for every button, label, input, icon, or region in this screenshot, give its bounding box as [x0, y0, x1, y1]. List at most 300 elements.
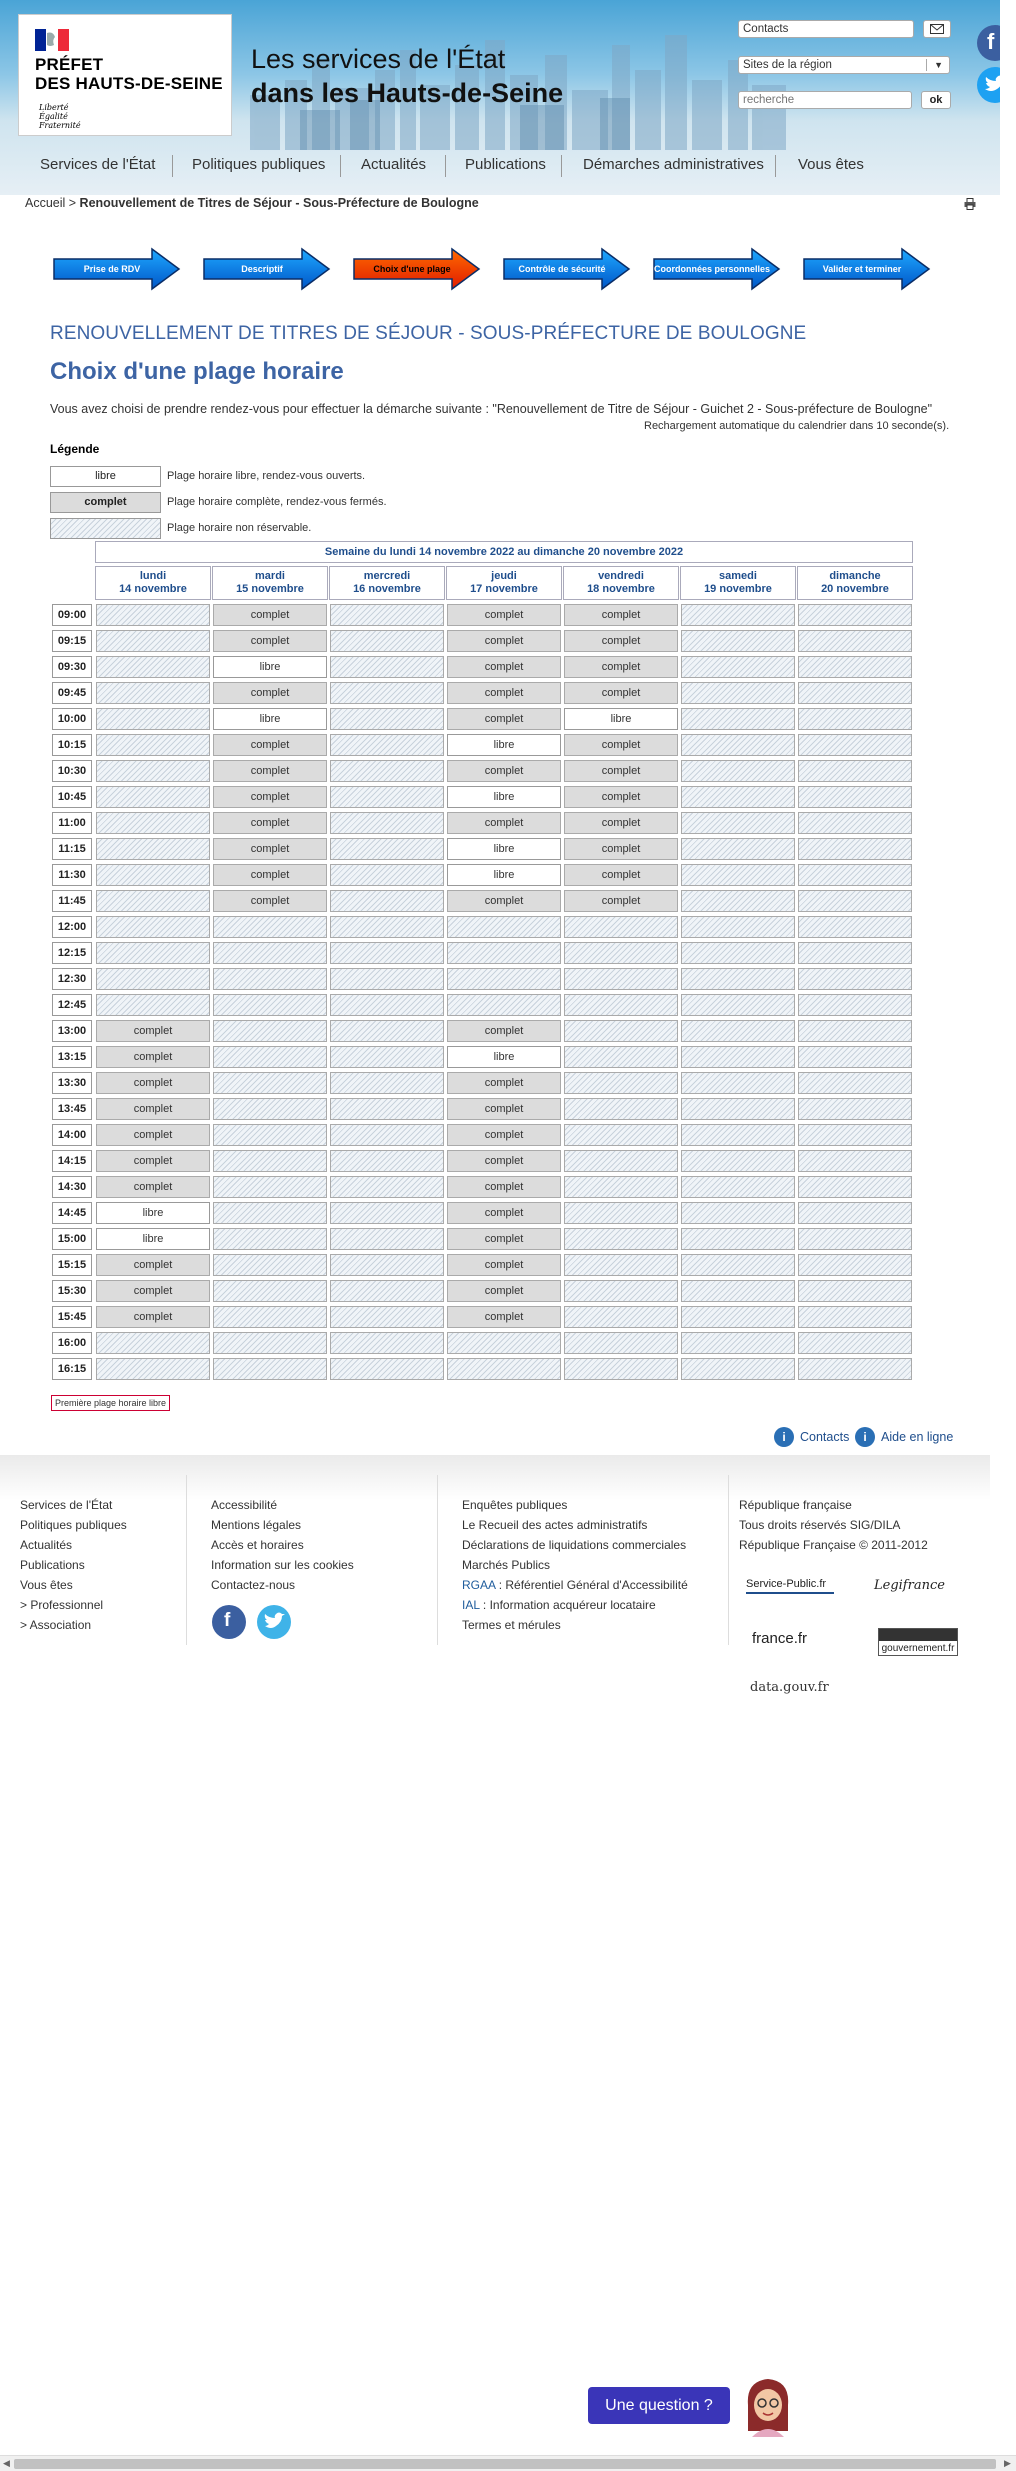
slot-unavailable	[681, 1176, 795, 1198]
breadcrumb	[25, 196, 479, 210]
slot-free[interactable]: libre	[213, 708, 327, 730]
footer-link[interactable]: Contactez-nous	[211, 1578, 296, 1592]
slot-unavailable	[798, 1202, 912, 1224]
scrollbar-thumb[interactable]	[14, 2459, 996, 2469]
slot-full: complet	[447, 760, 561, 782]
day-date: 14 novembre	[119, 583, 187, 595]
slot-unavailable	[564, 994, 678, 1016]
ial-text: : Information acquéreur locataire	[479, 1598, 656, 1612]
slot-free[interactable]: libre	[96, 1228, 210, 1250]
horizontal-scrollbar[interactable]	[0, 2455, 1016, 2471]
twitter-bird-icon	[977, 67, 1000, 103]
slot-unavailable	[330, 1098, 444, 1120]
devise	[39, 103, 81, 130]
nav-separator	[340, 155, 341, 177]
footer-link[interactable]: Accès et horaires	[211, 1538, 304, 1552]
slot-full: complet	[447, 682, 561, 704]
breadcrumb-current: Renouvellement de Titres de Séjour - Sous-Préfecture de Boulogne	[79, 196, 479, 210]
slot-unavailable	[213, 1020, 327, 1042]
footer-text: République française	[739, 1498, 852, 1512]
footer-col-rights	[739, 1495, 928, 1555]
slot-full: complet	[447, 1228, 561, 1250]
slot-unavailable	[681, 708, 795, 730]
slot-unavailable	[564, 1306, 678, 1328]
slot-unavailable	[447, 968, 561, 990]
slot-unavailable	[330, 1150, 444, 1172]
nav-services-etat[interactable]: Services de l'État	[40, 156, 156, 173]
footer-link[interactable]: Termes et mérules	[462, 1618, 561, 1632]
slot-unavailable	[330, 630, 444, 652]
slot-unavailable	[447, 916, 561, 938]
legend-unavailable-desc: Plage horaire non réservable.	[167, 522, 312, 534]
step-4	[502, 245, 632, 293]
time-label: 11:15	[52, 838, 92, 860]
first-free-slot-button[interactable]: Première plage horaire libre	[51, 1395, 170, 1411]
slot-full: complet	[213, 630, 327, 652]
time-label: 12:00	[52, 916, 92, 938]
footer-link[interactable]: > Association	[20, 1618, 92, 1632]
step-label: Prise de RDV	[83, 264, 141, 274]
slot-unavailable	[330, 786, 444, 808]
partner-gouvernement[interactable]: gouvernement.fr	[878, 1628, 958, 1656]
legend-title: Légende	[50, 442, 100, 456]
partner-label: Service-Public.fr	[746, 1578, 827, 1590]
slot-unavailable	[96, 968, 210, 990]
twitter-bird-icon	[257, 1605, 291, 1639]
step-label: Coordonnées personnelles	[653, 264, 771, 274]
slot-full: complet	[447, 604, 561, 626]
step-label: Descriptif	[241, 264, 283, 274]
day-header-vendredi	[563, 566, 679, 600]
slot-full: complet	[213, 760, 327, 782]
slot-free[interactable]: libre	[447, 786, 561, 808]
footer-link-ial[interactable]	[462, 1595, 688, 1615]
day-header-lundi	[95, 566, 211, 600]
slot-free[interactable]: libre	[447, 838, 561, 860]
slot-full: complet	[447, 708, 561, 730]
slot-unavailable	[213, 968, 327, 990]
day-name: samedi	[719, 570, 757, 582]
legend-free-box: libre	[50, 466, 161, 487]
day-header-mardi	[212, 566, 328, 600]
slot-unavailable	[330, 942, 444, 964]
slot-full: complet	[447, 1124, 561, 1146]
slot-full: complet	[564, 760, 678, 782]
slot-full: complet	[213, 812, 327, 834]
step-5	[652, 245, 782, 293]
step-2	[202, 245, 332, 293]
slot-unavailable	[96, 786, 210, 808]
slot-unavailable	[681, 968, 795, 990]
step-3	[352, 245, 482, 293]
week-header: Semaine du lundi 14 novembre 2022 au dimanche 20 novembre 2022	[95, 541, 913, 563]
slot-unavailable	[681, 1202, 795, 1224]
ial-acronym: IAL	[462, 1598, 480, 1612]
slot-free[interactable]: libre	[564, 708, 678, 730]
slot-full: complet	[564, 786, 678, 808]
footer-link[interactable]: > Professionnel	[20, 1598, 104, 1612]
slot-free[interactable]: libre	[447, 734, 561, 756]
slot-unavailable	[447, 1332, 561, 1354]
legend-unavailable-box	[50, 518, 161, 539]
question-chat-button[interactable]: Une question ?	[588, 2387, 730, 2424]
search-input[interactable]	[738, 91, 912, 109]
footer-separator	[728, 1475, 729, 1645]
partner-underline	[746, 1592, 834, 1594]
slot-unavailable	[681, 890, 795, 912]
slot-unavailable	[213, 1332, 327, 1354]
footer	[0, 1455, 990, 1665]
nav-publications[interactable]: Publications	[465, 156, 546, 173]
sites-region-value: Sites de la région	[743, 59, 832, 71]
slot-unavailable	[213, 1254, 327, 1276]
slot-unavailable	[330, 1046, 444, 1068]
slot-unavailable	[798, 786, 912, 808]
time-label: 12:45	[52, 994, 92, 1016]
slot-free[interactable]: libre	[447, 864, 561, 886]
twitter-side-icon[interactable]	[977, 67, 1000, 103]
slot-unavailable	[564, 968, 678, 990]
nav-demarches-administratives[interactable]: Démarches administratives	[583, 156, 764, 173]
slot-unavailable	[798, 1020, 912, 1042]
slot-unavailable	[564, 1280, 678, 1302]
day-name: mardi	[255, 570, 285, 582]
slot-full: complet	[447, 1306, 561, 1328]
slot-unavailable	[798, 1280, 912, 1302]
slot-unavailable	[681, 1150, 795, 1172]
day-name: vendredi	[598, 570, 644, 582]
nav-separator	[172, 155, 173, 177]
slot-unavailable	[330, 812, 444, 834]
slot-unavailable	[681, 1046, 795, 1068]
site-title-line2: dans les Hauts-de-Seine	[251, 78, 564, 108]
slot-unavailable	[798, 1332, 912, 1354]
facebook-glyph-icon: f	[987, 29, 995, 54]
slot-unavailable	[564, 1358, 678, 1380]
page-title: RENOUVELLEMENT DE TITRES DE SÉJOUR - SOUS-PRÉFECTURE DE BOULOGNE	[50, 323, 807, 344]
footer-link-rgaa[interactable]	[462, 1575, 688, 1595]
day-header-samedi	[680, 566, 796, 600]
slot-unavailable	[330, 1228, 444, 1250]
slot-unavailable	[96, 604, 210, 626]
assistant-avatar-icon[interactable]	[742, 2375, 794, 2437]
step-6	[802, 245, 932, 293]
slot-unavailable	[564, 1202, 678, 1224]
time-label: 15:45	[52, 1306, 92, 1328]
slot-unavailable	[798, 890, 912, 912]
partner-data-gouv[interactable]: data.gouv.fr	[750, 1680, 829, 1695]
main-nav	[0, 148, 1000, 192]
slot-unavailable	[213, 994, 327, 1016]
slot-unavailable	[564, 1176, 678, 1198]
slot-unavailable	[681, 942, 795, 964]
slot-unavailable	[798, 1358, 912, 1380]
prefet-logo[interactable]	[18, 14, 232, 136]
slot-unavailable	[564, 942, 678, 964]
slot-unavailable	[564, 1124, 678, 1146]
slot-full: complet	[564, 604, 678, 626]
day-header-jeudi	[446, 566, 562, 600]
slot-unavailable	[96, 864, 210, 886]
slot-full: complet	[564, 890, 678, 912]
slot-unavailable	[681, 1358, 795, 1380]
slot-unavailable	[681, 916, 795, 938]
slot-unavailable	[798, 942, 912, 964]
time-label: 09:45	[52, 682, 92, 704]
slot-unavailable	[564, 1150, 678, 1172]
site-title-line1: Les services de l'État	[251, 44, 506, 74]
slot-unavailable	[96, 994, 210, 1016]
partner-france-fr[interactable]: france.fr	[752, 1630, 808, 1647]
time-label: 11:00	[52, 812, 92, 834]
slot-unavailable	[96, 656, 210, 678]
slot-full: complet	[213, 786, 327, 808]
slot-full: complet	[447, 1176, 561, 1198]
slot-unavailable	[213, 1150, 327, 1172]
slot-unavailable	[447, 1358, 561, 1380]
slot-unavailable	[330, 1332, 444, 1354]
slot-unavailable	[681, 630, 795, 652]
legend-full-desc: Plage horaire complète, rendez-vous fermés.	[167, 496, 387, 508]
slot-unavailable	[681, 838, 795, 860]
slot-full: complet	[213, 682, 327, 704]
nav-vous-etes[interactable]: Vous êtes	[798, 156, 864, 173]
slot-unavailable	[330, 916, 444, 938]
facebook-icon[interactable]	[212, 1605, 246, 1639]
nav-actualites[interactable]: Actualités	[361, 156, 427, 173]
slot-unavailable	[798, 864, 912, 886]
slot-unavailable	[213, 1124, 327, 1146]
nav-separator	[445, 155, 446, 177]
footer-link[interactable]: Actualités	[20, 1538, 73, 1552]
slot-unavailable	[330, 656, 444, 678]
slot-unavailable	[564, 1332, 678, 1354]
mail-button[interactable]	[923, 20, 951, 38]
slot-unavailable	[681, 682, 795, 704]
slot-unavailable	[798, 656, 912, 678]
footer-text: Tous droits réservés SIG/DILA	[739, 1518, 901, 1532]
slot-full: complet	[96, 1046, 210, 1068]
slot-unavailable	[213, 1046, 327, 1068]
slot-full: complet	[213, 864, 327, 886]
step-1	[52, 245, 182, 293]
partner-legifrance[interactable]: Legifrance	[874, 1578, 945, 1593]
slot-full: complet	[213, 890, 327, 912]
time-label: 13:45	[52, 1098, 92, 1120]
slot-full: complet	[564, 812, 678, 834]
time-label: 16:15	[52, 1358, 92, 1380]
slot-unavailable	[798, 630, 912, 652]
footer-link[interactable]: Services de l'État	[20, 1498, 113, 1512]
slot-unavailable	[447, 942, 561, 964]
slot-unavailable	[681, 1228, 795, 1250]
time-label: 16:00	[52, 1332, 92, 1354]
footer-col-publications	[462, 1495, 688, 1635]
slot-unavailable	[798, 1228, 912, 1250]
slot-full: complet	[447, 812, 561, 834]
footer-contacts-label: Contacts	[800, 1430, 850, 1444]
rgaa-acronym: RGAA	[462, 1578, 496, 1592]
footer-link[interactable]: Mentions légales	[211, 1518, 302, 1532]
footer-link[interactable]: Information sur les cookies	[211, 1558, 354, 1572]
slot-full: complet	[564, 864, 678, 886]
slot-free[interactable]: libre	[447, 1046, 561, 1068]
step-label: Choix d'une plage	[373, 264, 451, 274]
slot-unavailable	[798, 734, 912, 756]
day-date: 20 novembre	[821, 583, 889, 595]
sites-region-select[interactable]	[738, 56, 950, 74]
slot-unavailable	[564, 1254, 678, 1276]
slot-unavailable	[96, 708, 210, 730]
slot-unavailable	[681, 1098, 795, 1120]
slot-unavailable	[330, 1202, 444, 1224]
slot-unavailable	[798, 1150, 912, 1172]
slot-unavailable	[798, 682, 912, 704]
info-icon: i	[774, 1427, 794, 1447]
time-label: 13:30	[52, 1072, 92, 1094]
slot-unavailable	[96, 890, 210, 912]
twitter-icon[interactable]	[257, 1605, 291, 1639]
slot-unavailable	[96, 760, 210, 782]
slot-unavailable	[96, 734, 210, 756]
slot-unavailable	[798, 1124, 912, 1146]
slot-unavailable	[330, 1358, 444, 1380]
time-label: 15:30	[52, 1280, 92, 1302]
footer-link[interactable]: Publications	[20, 1558, 85, 1572]
contacts-link[interactable]: Contacts	[738, 20, 914, 38]
legend-full-box: complet	[50, 492, 161, 513]
day-date: 15 novembre	[236, 583, 304, 595]
slot-unavailable	[798, 968, 912, 990]
slot-full: complet	[447, 1202, 561, 1224]
footer-col-services	[20, 1495, 127, 1635]
slot-unavailable	[681, 1306, 795, 1328]
page-subtitle: Choix d'une plage horaire	[50, 358, 344, 385]
slot-unavailable	[798, 1046, 912, 1068]
logo-line1: PRÉFET	[35, 55, 104, 74]
footer-link[interactable]: Marchés Publics	[462, 1558, 551, 1572]
rgaa-text: : Référentiel Général d'Accessibilité	[495, 1578, 688, 1592]
slot-unavailable	[798, 1306, 912, 1328]
logo-title	[35, 55, 223, 93]
slot-free[interactable]: libre	[96, 1202, 210, 1224]
slot-unavailable	[213, 1306, 327, 1328]
slot-unavailable	[681, 1332, 795, 1354]
slot-unavailable	[798, 916, 912, 938]
time-label: 10:30	[52, 760, 92, 782]
slot-unavailable	[213, 1072, 327, 1094]
footer-link[interactable]: Accessibilité	[211, 1498, 278, 1512]
slot-free[interactable]: libre	[213, 656, 327, 678]
footer-link[interactable]: Le Recueil des actes administratifs	[462, 1518, 648, 1532]
breadcrumb-separator: >	[65, 196, 80, 210]
header	[0, 0, 1000, 195]
time-label: 15:00	[52, 1228, 92, 1250]
slot-unavailable	[798, 812, 912, 834]
day-name: jeudi	[491, 570, 517, 582]
slot-unavailable	[681, 656, 795, 678]
slot-full: complet	[447, 1072, 561, 1094]
slot-unavailable	[330, 1306, 444, 1328]
devise-fraternite: Fraternité	[39, 121, 81, 130]
slot-full: complet	[564, 682, 678, 704]
time-label: 10:15	[52, 734, 92, 756]
slot-unavailable	[564, 916, 678, 938]
slot-unavailable	[330, 760, 444, 782]
day-date: 17 novembre	[470, 583, 538, 595]
footer-link[interactable]: Enquêtes publiques	[462, 1498, 568, 1512]
devise-egalite: Égalité	[39, 112, 68, 121]
slot-full: complet	[447, 1150, 561, 1172]
site-title	[251, 42, 563, 110]
slot-full: complet	[96, 1280, 210, 1302]
slot-unavailable	[798, 1254, 912, 1276]
slot-unavailable	[798, 1176, 912, 1198]
footer-separator	[186, 1475, 187, 1645]
devise-liberte: Liberté	[39, 103, 69, 112]
slot-unavailable	[447, 994, 561, 1016]
step-label: Valider et terminer	[822, 264, 902, 274]
intro-text: Vous avez choisi de prendre rendez-vous pour effectuer la démarche suivante : "Renouvellement de Titre de Séjour - Guichet 2 - Sous-préfecture de Boulogne"	[50, 402, 933, 416]
slot-unavailable	[681, 734, 795, 756]
time-label: 14:00	[52, 1124, 92, 1146]
day-date: 19 novembre	[704, 583, 772, 595]
slot-unavailable	[681, 604, 795, 626]
slot-unavailable	[564, 1020, 678, 1042]
time-label: 10:00	[52, 708, 92, 730]
footer-link[interactable]: Politiques publiques	[20, 1518, 127, 1532]
slot-unavailable	[564, 1046, 678, 1068]
facebook-glyph-icon: f	[224, 1610, 231, 1631]
time-label: 14:45	[52, 1202, 92, 1224]
slot-unavailable	[330, 1176, 444, 1198]
slot-unavailable	[798, 1098, 912, 1120]
slot-unavailable	[564, 1072, 678, 1094]
slot-unavailable	[681, 1254, 795, 1276]
slot-unavailable	[96, 1332, 210, 1354]
footer-link[interactable]: Vous êtes	[20, 1578, 73, 1592]
slot-unavailable	[96, 812, 210, 834]
nav-politiques-publiques[interactable]: Politiques publiques	[192, 156, 326, 173]
footer-link[interactable]: Déclarations de liquidations commerciales	[462, 1538, 687, 1552]
slot-unavailable	[96, 682, 210, 704]
slot-unavailable	[330, 1020, 444, 1042]
info-icon: i	[855, 1427, 875, 1447]
time-label: 13:15	[52, 1046, 92, 1068]
day-header-dimanche	[797, 566, 913, 600]
scroll-right-icon[interactable]: ▶	[1004, 2458, 1011, 2468]
slot-full: complet	[564, 838, 678, 860]
slot-full: complet	[447, 1254, 561, 1276]
print-icon[interactable]	[964, 198, 976, 210]
search-ok-button[interactable]: ok	[921, 91, 951, 109]
chevron-down-icon: ▼	[934, 60, 943, 70]
slot-unavailable	[681, 994, 795, 1016]
slot-unavailable	[96, 838, 210, 860]
scroll-left-icon[interactable]: ◀	[3, 2458, 10, 2468]
slot-unavailable	[681, 812, 795, 834]
slot-unavailable	[330, 1254, 444, 1276]
slot-unavailable	[330, 838, 444, 860]
breadcrumb-home[interactable]: Accueil	[25, 196, 66, 210]
partner-service-public[interactable]	[746, 1578, 834, 1594]
slot-unavailable	[798, 1072, 912, 1094]
slot-unavailable	[330, 604, 444, 626]
slot-full: complet	[447, 656, 561, 678]
slot-unavailable	[330, 994, 444, 1016]
slot-unavailable	[564, 1098, 678, 1120]
slot-full: complet	[96, 1176, 210, 1198]
